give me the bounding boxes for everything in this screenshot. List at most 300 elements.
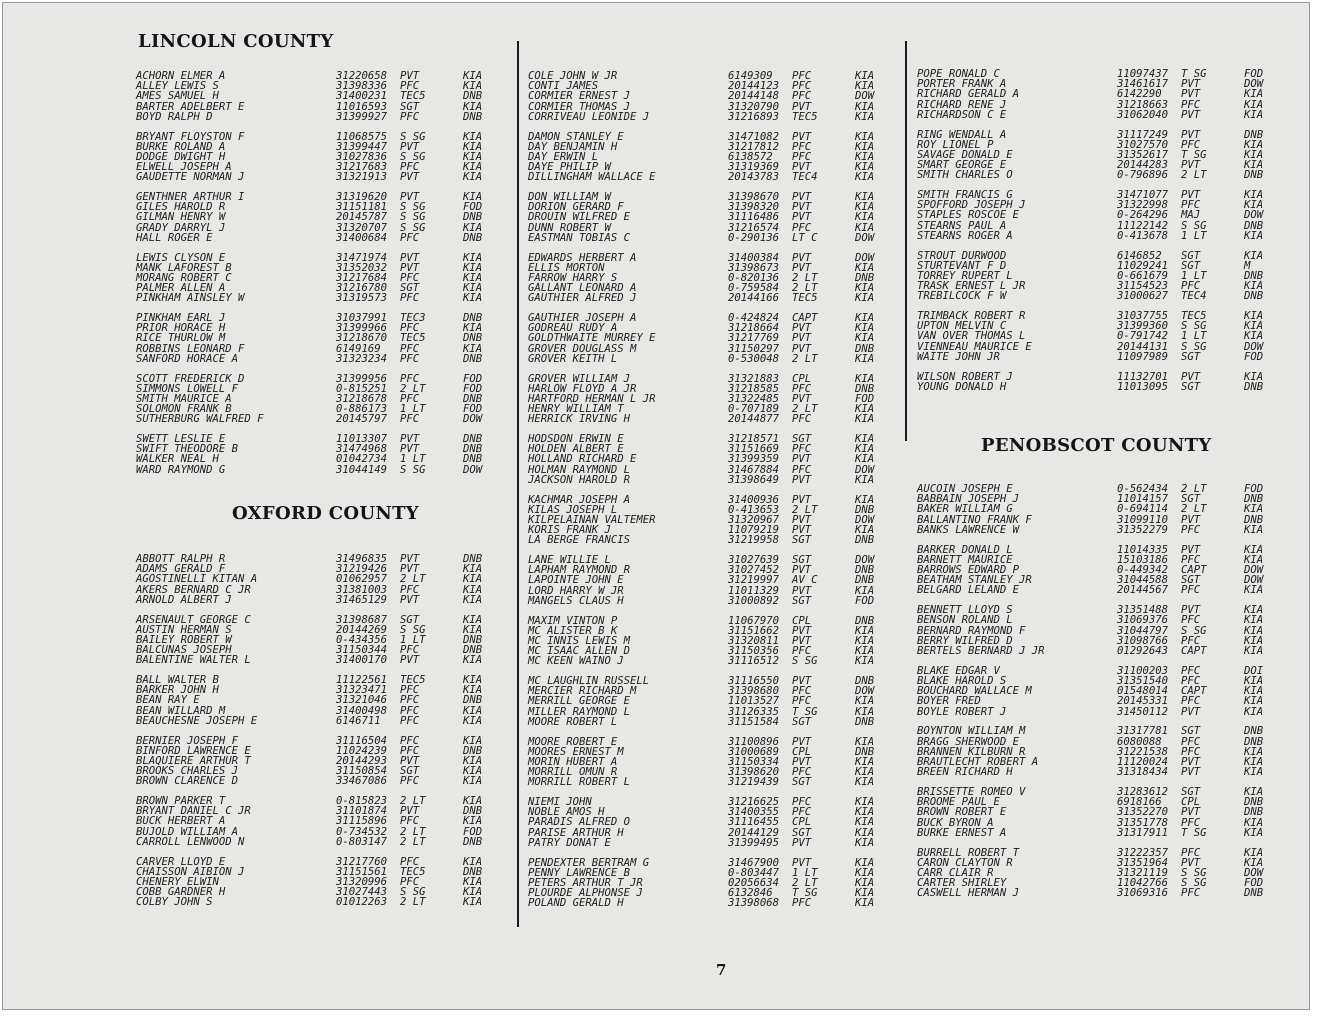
soldier-name: HARTFORD HERMAN L JR: [528, 392, 656, 405]
serial-number: 31400231: [336, 90, 388, 103]
casualty-status: KIA: [1244, 148, 1264, 161]
rank: PFC: [1181, 887, 1201, 900]
rank: S SG: [400, 150, 426, 163]
casualty-status: DOW: [463, 413, 483, 426]
casualty-status: KIA: [855, 140, 875, 153]
rank: S SG: [1181, 877, 1207, 890]
rank: CAPT: [1181, 563, 1207, 576]
casualty-status: KIA: [855, 100, 875, 113]
rank: 1 LT: [1181, 229, 1207, 242]
soldier-name: BENSON ROLAND L: [917, 614, 1013, 627]
rank: 2 LT: [1181, 483, 1207, 495]
soldier-name: BARKER JOHN H: [136, 684, 219, 697]
rank: PFC: [400, 372, 420, 385]
casualty-status: KIA: [463, 261, 483, 274]
serial-number: 31044149: [336, 463, 388, 476]
serial-number: 31219997: [728, 574, 780, 587]
rank: 2 LT: [1181, 503, 1207, 516]
soldier-name: MC KEEN WAINO J: [528, 655, 624, 668]
serial-number: 33467086: [336, 775, 388, 788]
casualty-status: DOW: [1244, 574, 1264, 587]
casualty-status: KIA: [1244, 229, 1264, 242]
rank: PFC: [400, 744, 420, 757]
casualty-status: KIA: [463, 855, 483, 868]
serial-number: 20144131: [1117, 340, 1169, 353]
casualty-status: KIA: [1244, 543, 1264, 556]
casualty-status: DOW: [463, 463, 483, 476]
soldier-name: LORD HARRY W JR: [528, 584, 624, 597]
serial-number: 31100896: [728, 735, 780, 748]
casualty-status: KIA: [463, 754, 483, 767]
rank: PVT: [400, 553, 420, 565]
serial-number: 11132701: [1117, 370, 1169, 383]
rank: 2 LT: [792, 876, 818, 889]
casualty-status: KIA: [855, 493, 875, 506]
rank: PVT: [792, 735, 812, 748]
serial-number: 11079219: [728, 524, 780, 537]
soldier-name: MERCIER RICHARD M: [528, 685, 637, 698]
soldier-name: MC INNIS LEWIS M: [528, 634, 631, 647]
serial-number: 31037991: [336, 312, 388, 324]
casualty-status: KIA: [1244, 503, 1264, 516]
soldier-name: GILES HAROLD R: [136, 201, 226, 214]
rank: T SG: [1181, 826, 1207, 839]
soldier-name: AMES SAMUEL H: [136, 90, 219, 103]
serial-number: 31461617: [1117, 78, 1169, 91]
soldier-name: BAILEY ROBERT W: [136, 633, 232, 646]
casualty-status: KIA: [1244, 634, 1264, 647]
casualty-status: FOD: [463, 403, 483, 416]
rank: S SG: [1181, 219, 1207, 232]
casualty-status: KIA: [855, 524, 875, 537]
serial-number: 31474968: [336, 443, 388, 456]
casualty-status: DOW: [855, 554, 875, 566]
serial-number: 20145797: [336, 413, 388, 426]
serial-number: 11013527: [728, 695, 780, 708]
casualty-status: KIA: [855, 866, 875, 879]
soldier-name: GROVER DOUGLASS M: [528, 342, 637, 355]
serial-number: 11068575: [336, 130, 388, 143]
serial-number: 31150334: [728, 755, 780, 768]
soldier-name: MILLER RAYMOND L: [528, 705, 631, 718]
casualty-status: KIA: [463, 171, 483, 184]
serial-number: 31217684: [336, 271, 388, 284]
serial-number: 31398620: [728, 766, 780, 779]
casualty-status: KIA: [463, 100, 483, 113]
casualty-status: DNB: [855, 271, 875, 284]
casualty-status: KIA: [1244, 138, 1264, 151]
rank: PFC: [792, 685, 812, 698]
serial-number: 0-562434: [1117, 483, 1169, 495]
serial-number: 11014335: [1117, 543, 1169, 556]
serial-number: 11013307: [336, 433, 388, 445]
soldier-name: PALMER ALLEN A: [136, 282, 226, 295]
serial-number: 6149169: [336, 342, 381, 355]
casualty-status: FOD: [855, 594, 875, 607]
serial-number: 31216625: [728, 796, 780, 808]
casualty-status: KIA: [855, 372, 875, 385]
rank: SGT: [1181, 249, 1201, 262]
rank: 2 LT: [792, 503, 818, 516]
casualty-status: KIA: [1244, 705, 1264, 718]
serial-number: 01548014: [1117, 685, 1169, 698]
rank: PFC: [792, 80, 812, 93]
casualty-status: DNB: [463, 90, 483, 103]
soldier-name: DROUIN WILFRED E: [528, 211, 631, 224]
soldier-name: BURKE ERNEST A: [917, 826, 1007, 839]
casualty-status: FOD: [1244, 877, 1264, 890]
serial-number: 20145331: [1117, 695, 1169, 708]
rank: 2 LT: [792, 403, 818, 416]
casualty-status: KIA: [463, 70, 483, 82]
serial-number: 31216574: [728, 221, 780, 234]
soldier-name: BALLANTINO FRANK F: [917, 513, 1032, 526]
soldier-name: ELWELL JOSEPH A: [136, 161, 232, 174]
casualty-status: DOW: [1244, 340, 1264, 353]
soldier-name: ALLEY LEWIS S: [136, 80, 219, 93]
rank: SGT: [400, 100, 420, 113]
rank: PVT: [792, 251, 812, 264]
rank: PVT: [1181, 766, 1201, 779]
serial-number: 0-434356: [336, 633, 388, 646]
serial-number: 31217769: [728, 332, 780, 345]
serial-number: 0-694114: [1117, 503, 1169, 516]
rank: 2 LT: [400, 896, 426, 909]
casualty-status: KIA: [463, 795, 483, 807]
casualty-status: KIA: [855, 836, 875, 849]
serial-number: 31151181: [336, 201, 388, 214]
casualty-status: KIA: [855, 887, 875, 900]
rank: PVT: [1181, 108, 1201, 121]
serial-number: 31219958: [728, 534, 780, 547]
serial-number: 31398320: [728, 201, 780, 214]
soldier-name: BABBAIN JOSEPH J: [917, 493, 1020, 506]
serial-number: 31400936: [728, 493, 780, 506]
casualty-status: KIA: [855, 453, 875, 466]
soldier-name: KILAS JOSEPH L: [528, 503, 618, 516]
soldier-name: HERRICK IRVING H: [528, 413, 631, 426]
serial-number: 31320996: [336, 875, 388, 888]
casualty-status: KIA: [855, 130, 875, 143]
serial-number: 20144283: [1117, 159, 1169, 172]
rank: CAPT: [1181, 644, 1207, 657]
serial-number: 31318434: [1117, 766, 1169, 779]
casualty-status: DNB: [463, 453, 483, 466]
soldier-name: FARROW HARRY S: [528, 271, 618, 284]
rank: PVT: [792, 342, 812, 355]
casualty-status: KIA: [855, 70, 875, 82]
soldier-name: HARLOW FLOYD A JR: [528, 382, 637, 395]
casualty-status: KIA: [855, 856, 875, 869]
rank: PVT: [792, 211, 812, 224]
soldier-name: CARR CLAIR R: [917, 866, 994, 879]
soldier-name: STEARNS PAUL A: [917, 219, 1007, 232]
rank: T SG: [792, 705, 818, 718]
rank: PFC: [400, 271, 420, 284]
rank: PFC: [400, 342, 420, 355]
soldier-name: DUNN ROBERT W: [528, 221, 611, 234]
casualty-status: KIA: [463, 674, 483, 686]
soldier-name: MORRILL OMUN R: [528, 766, 618, 779]
serial-number: 31027443: [336, 886, 388, 899]
rank: SGT: [400, 282, 420, 295]
serial-number: 31352617: [1117, 148, 1169, 161]
rank: PFC: [400, 815, 420, 828]
serial-number: 31351488: [1117, 604, 1169, 617]
rank: PVT: [792, 201, 812, 214]
serial-number: 31317781: [1117, 725, 1169, 738]
soldier-name: BERRY WILFRED D: [917, 634, 1013, 647]
casualty-status: DNB: [1244, 796, 1264, 809]
soldier-name: CASWELL HERMAN J: [917, 887, 1020, 900]
rank: PFC: [400, 231, 420, 244]
soldier-name: DILLINGHAM WALLACE E: [528, 171, 656, 184]
serial-number: 11120024: [1117, 755, 1169, 768]
soldier-name: BOYLE ROBERT J: [917, 705, 1007, 718]
rank: PVT: [400, 251, 420, 264]
soldier-name: CORMIER THOMAS J: [528, 100, 631, 113]
serial-number: 6146852: [1117, 249, 1162, 262]
serial-number: 31320811: [728, 634, 780, 647]
rank: SGT: [792, 554, 812, 566]
soldier-name: BARNETT MAURICE: [917, 553, 1013, 566]
serial-number: 0-264296: [1117, 209, 1169, 222]
casualty-status: KIA: [463, 583, 483, 596]
rank: PVT: [792, 473, 812, 486]
casualty-status: DNB: [1244, 887, 1264, 900]
soldier-name: POLAND GERALD H: [528, 897, 624, 910]
rank: PFC: [792, 443, 812, 456]
soldier-name: NIEMI JOHN: [528, 796, 592, 808]
casualty-status: DNB: [855, 715, 875, 728]
rank: SGT: [1181, 380, 1201, 393]
casualty-status: DOW: [1244, 563, 1264, 576]
rank: PFC: [1181, 846, 1201, 859]
serial-number: 31117249: [1117, 128, 1169, 141]
serial-number: 31399927: [336, 110, 388, 123]
serial-number: 6146711: [336, 714, 381, 727]
serial-number: 0-530048: [728, 352, 780, 365]
serial-number: 31319620: [336, 191, 388, 203]
soldier-name: COLBY JOHN S: [136, 896, 213, 909]
casualty-status: KIA: [1244, 644, 1264, 657]
rank: SGT: [792, 826, 812, 839]
serial-number: 31400684: [336, 231, 388, 244]
casualty-status: KIA: [855, 816, 875, 829]
serial-number: 31218585: [728, 382, 780, 395]
soldier-name: BROWN PARKER T: [136, 795, 226, 807]
soldier-name: CORMIER ERNEST J: [528, 90, 631, 103]
rank: PVT: [400, 754, 420, 767]
soldier-name: LA BERGE FRANCIS: [528, 534, 631, 547]
casualty-status: KIA: [463, 815, 483, 828]
casualty-status: KIA: [1244, 856, 1264, 869]
rank: 1 LT: [1181, 269, 1207, 282]
soldier-name: PENDEXTER BERTRAM G: [528, 856, 650, 869]
soldier-name: DODGE DWIGHT H: [136, 150, 226, 163]
serial-number: 31219426: [336, 563, 388, 576]
rank: PFC: [400, 775, 420, 788]
serial-number: 0-886173: [336, 403, 388, 416]
casualty-status: DNB: [855, 675, 875, 687]
casualty-status: KIA: [855, 413, 875, 426]
rank: SGT: [792, 776, 812, 789]
soldier-name: MOORE ROBERT E: [528, 735, 618, 748]
casualty-status: KIA: [1244, 584, 1264, 597]
rank: S SG: [400, 130, 426, 143]
rank: PFC: [1181, 523, 1201, 536]
rank: 2 LT: [400, 795, 426, 807]
casualty-status: KIA: [855, 473, 875, 486]
soldier-name: BREEN RICHARD H: [917, 766, 1013, 779]
casualty-status: KIA: [1244, 189, 1264, 201]
casualty-status: DNB: [463, 352, 483, 365]
rank: TEC4: [1181, 290, 1207, 303]
casualty-status: DNB: [463, 694, 483, 707]
casualty-status: KIA: [463, 322, 483, 335]
soldier-name: PINKHAM AINSLEY W: [136, 292, 245, 305]
soldier-name: KILPELAINAN VALTEMER: [528, 513, 656, 526]
serial-number: 31069376: [1117, 614, 1169, 627]
casualty-status: KIA: [1244, 846, 1264, 859]
casualty-status: DOW: [855, 513, 875, 526]
rank: 2 LT: [792, 271, 818, 284]
casualty-status: DNB: [463, 633, 483, 646]
casualty-status: DNB: [1244, 513, 1264, 526]
rank: PVT: [400, 140, 420, 153]
soldier-name: COBB GARDNER H: [136, 886, 226, 899]
soldier-name: MAXIM VINTON P: [528, 614, 618, 627]
serial-number: 31150344: [336, 644, 388, 657]
soldier-name: MERRILL GEORGE E: [528, 695, 631, 708]
soldier-name: SCOTT FREDERICK D: [136, 372, 245, 385]
casualty-status: KIA: [855, 332, 875, 345]
serial-number: 20144129: [728, 826, 780, 839]
serial-number: 11014157: [1117, 493, 1169, 506]
casualty-status: KIA: [855, 443, 875, 456]
rank: PFC: [400, 80, 420, 93]
serial-number: 20144269: [336, 623, 388, 636]
rank: PFC: [1181, 745, 1201, 758]
casualty-status: KIA: [855, 191, 875, 203]
soldier-name: WALKER NEAL H: [136, 453, 219, 466]
rank: PFC: [400, 855, 420, 868]
serial-number: 11097989: [1117, 350, 1169, 363]
soldier-name: SMITH MAURICE A: [136, 392, 232, 405]
serial-number: 0-820136: [728, 271, 780, 284]
soldier-name: BALL WALTER B: [136, 674, 219, 686]
casualty-status: KIA: [855, 433, 875, 445]
soldier-name: BOYER FRED: [917, 695, 981, 708]
serial-number: 11097437: [1117, 68, 1169, 80]
rank: PFC: [792, 382, 812, 395]
casualty-status: DOW: [855, 463, 875, 476]
rank: SGT: [1181, 786, 1201, 798]
rank: S SG: [400, 886, 426, 899]
casualty-status: DNB: [855, 382, 875, 395]
casualty-status: FOD: [1244, 483, 1264, 495]
rank: S SG: [400, 221, 426, 234]
rank: TEC4: [792, 171, 818, 184]
serial-number: 31069316: [1117, 887, 1169, 900]
casualty-status: DNB: [1244, 219, 1264, 232]
rank: PVT: [792, 261, 812, 274]
rank: PFC: [1181, 280, 1201, 293]
soldier-name: PARADIS ALFRED O: [528, 816, 631, 829]
soldier-name: BEAUCHESNE JOSEPH E: [136, 714, 258, 727]
rank: S SG: [400, 201, 426, 214]
rank: 2 LT: [400, 825, 426, 838]
soldier-name: SIMMONS LOWELL F: [136, 382, 239, 395]
rank: PFC: [792, 221, 812, 234]
casualty-status: KIA: [855, 221, 875, 234]
casualty-status: KIA: [1244, 604, 1264, 617]
casualty-status: DNB: [463, 392, 483, 405]
soldier-name: BERNIER JOSEPH F: [136, 734, 239, 747]
rank: TEC5: [400, 674, 426, 686]
soldier-name: ELLIS MORTON: [528, 261, 605, 274]
serial-number: 31150297: [728, 342, 780, 355]
rank: PVT: [1181, 705, 1201, 718]
casualty-status: KIA: [463, 654, 483, 667]
serial-number: 31116512: [728, 655, 780, 668]
soldier-name: ARNOLD ALBERT J: [136, 593, 232, 606]
serial-number: 02056634: [728, 876, 780, 889]
casualty-status: KIA: [855, 80, 875, 93]
serial-number: 0-791742: [1117, 330, 1169, 343]
serial-number: 31322998: [1117, 199, 1169, 212]
serial-number: 31351540: [1117, 674, 1169, 687]
rank: S SG: [1181, 340, 1207, 353]
casualty-status: DNB: [1244, 269, 1264, 282]
rank: PFC: [400, 292, 420, 305]
rank: PVT: [400, 654, 420, 667]
rank: TEC5: [792, 292, 818, 305]
soldier-name: BOYD RALPH D: [136, 110, 213, 123]
casualty-status: KIA: [463, 896, 483, 909]
soldier-name: BRAGG SHERWOOD E: [917, 735, 1020, 748]
rank: S SG: [400, 623, 426, 636]
casualty-status: KIA: [463, 714, 483, 727]
soldier-name: AKERS BERNARD C JR: [136, 583, 251, 596]
casualty-status: KIA: [1244, 320, 1264, 333]
soldier-name: BRANNEN KILBURN R: [917, 745, 1026, 758]
rank: PVT: [792, 675, 812, 687]
rank: PVT: [1181, 755, 1201, 768]
soldier-name: GALLANT LEONARD A: [528, 282, 637, 295]
rank: PVT: [792, 836, 812, 849]
soldier-name: PORTER FRANK A: [917, 78, 1007, 91]
serial-number: 31218663: [1117, 98, 1169, 111]
soldier-name: SPOFFORD JOSEPH J: [917, 199, 1026, 212]
serial-number: 31399447: [336, 140, 388, 153]
soldier-name: MANGELS CLAUS H: [528, 594, 624, 607]
casualty-status: KIA: [463, 623, 483, 636]
rank: 1 LT: [1181, 330, 1207, 343]
serial-number: 31217812: [728, 140, 780, 153]
soldier-name: ADAMS GERALD F: [136, 563, 226, 576]
rank: PFC: [1181, 98, 1201, 111]
casualty-status: KIA: [463, 684, 483, 697]
rank: PFC: [1181, 553, 1201, 566]
soldier-name: BOYNTON WILLIAM M: [917, 725, 1026, 738]
casualty-status: DNB: [463, 644, 483, 657]
serial-number: 31400498: [336, 704, 388, 717]
casualty-status: DNB: [855, 574, 875, 587]
serial-number: 31467884: [728, 463, 780, 476]
serial-number: 01062957: [336, 573, 388, 586]
serial-number: 0-759584: [728, 282, 780, 295]
